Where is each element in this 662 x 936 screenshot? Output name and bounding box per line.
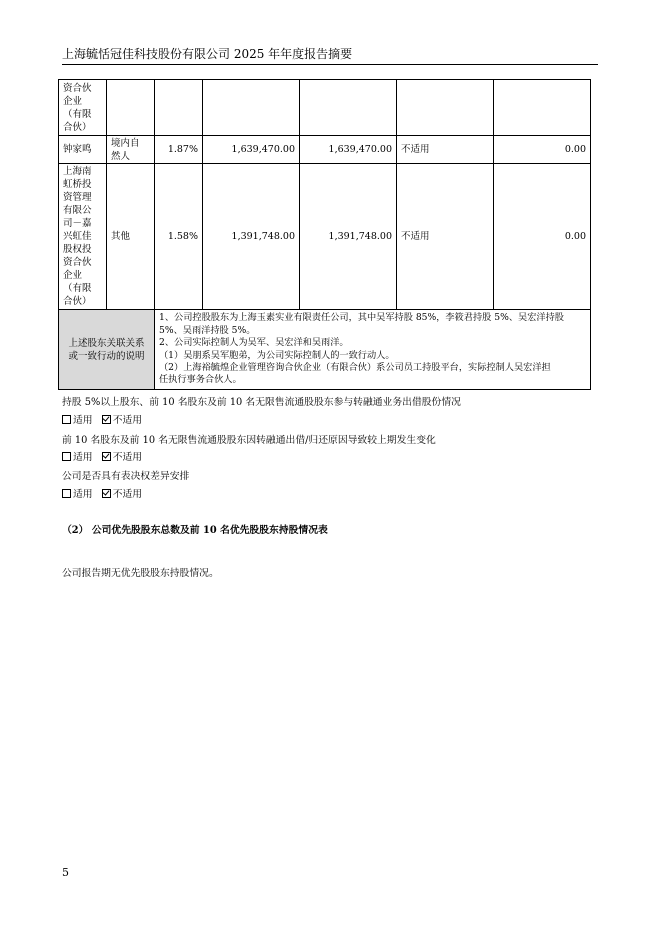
pledge-quantity-cell: 0.00 <box>494 136 591 164</box>
lending-change-checkbox-line <box>62 451 142 464</box>
relation-note-cell <box>155 310 591 390</box>
relation-label-line: 或一致行动的说明 <box>68 350 145 362</box>
unrestricted-shares-cell: 1,639,470.00 <box>300 136 397 164</box>
holder-name-line: （有限 <box>63 283 92 294</box>
holder-name-line: 资合伙 <box>63 82 92 94</box>
not-applicable-label: 不适用 <box>112 452 143 463</box>
page-number: 5 <box>62 866 69 879</box>
holder-name-cell <box>59 80 107 136</box>
applicable-checkbox[interactable] <box>62 489 71 498</box>
holding-ratio-cell: 1.87% <box>155 136 203 164</box>
page-header-title: 上海毓恬冠佳科技股份有限公司 2025 年年度报告摘要 <box>62 47 353 61</box>
holder-name-line: 司－嘉 <box>63 218 92 229</box>
holder-name-cell: 钟家鸣 <box>59 136 107 164</box>
holder-name-line: 资合伙 <box>63 257 92 268</box>
relation-note-line: 1、公司控股股东为上海玉素实业有限责任公司，其中吴军持股 85%，李筱君持股 5%、吴宏洋持股 <box>159 312 564 324</box>
table-row <box>59 310 591 390</box>
applicable-label: 适用 <box>73 415 93 426</box>
holder-name-cell <box>59 164 107 310</box>
holder-name-line: 企业 <box>63 270 83 281</box>
relation-note-line: （1）吴朋系吴军胞弟，为公司实际控制人的一致行动人。 <box>159 349 395 361</box>
holder-name-line: 资管理 <box>63 192 92 203</box>
holder-nature-cell <box>107 136 155 164</box>
not-applicable-checkbox[interactable] <box>102 452 111 461</box>
holder-name-line: （有限 <box>63 108 92 120</box>
pledge-quantity-cell: 0.00 <box>494 164 591 310</box>
holder-nature-line: 境内自 <box>111 137 140 149</box>
relation-note-line: 任执行事务合伙人。 <box>159 374 242 386</box>
pledge-status-cell: 不适用 <box>397 164 494 310</box>
header-rule <box>62 64 598 65</box>
holder-nature-cell <box>107 80 155 136</box>
holder-nature-line: 然人 <box>111 150 131 162</box>
relation-note-line: 2、公司实际控制人为吴军、吴宏洋和吴雨洋。 <box>159 337 349 349</box>
holder-name-line: 有限公 <box>63 205 92 216</box>
unrestricted-shares-cell <box>300 80 397 136</box>
holding-ratio-cell <box>155 80 203 136</box>
not-applicable-checkbox[interactable] <box>102 415 111 424</box>
voting-rights-checkbox-line <box>62 488 142 501</box>
unrestricted-shares-cell: 1,391,748.00 <box>300 164 397 310</box>
section-heading: （2） 公司优先股股东总数及前 10 名优先股股东持股情况表 <box>62 525 328 536</box>
relation-label-line: 上述股东关联关系 <box>68 337 145 349</box>
holder-name-line: 股权投 <box>63 244 92 255</box>
holder-name-line: 企业 <box>63 95 83 107</box>
table-row <box>59 136 591 164</box>
not-applicable-label: 不适用 <box>112 415 143 426</box>
pledge-status-cell: 不适用 <box>397 136 494 164</box>
section-text: 公司报告期无优先股股东持股情况。 <box>62 568 219 579</box>
holder-name-line: 上海南 <box>63 166 92 177</box>
shareholder-table <box>58 79 591 390</box>
lending-change-question: 前 10 名股东及前 10 名无限售流通股股东因转融通出借/归还原因导致较上期发生变化 <box>62 435 436 446</box>
table-row <box>59 164 591 310</box>
shares-held-cell <box>203 80 300 136</box>
holder-name-line: 合伙） <box>63 121 92 133</box>
voting-rights-question: 公司是否具有表决权差异安排 <box>62 471 190 482</box>
shares-held-cell: 1,391,748.00 <box>203 164 300 310</box>
not-applicable-checkbox[interactable] <box>102 489 111 498</box>
holder-name-line: 兴虹佳 <box>63 231 92 242</box>
holder-name-line: 虹桥投 <box>63 179 92 190</box>
applicable-checkbox[interactable] <box>62 415 71 424</box>
applicable-label: 适用 <box>73 452 93 463</box>
lending-question: 持股 5%以上股东、前 10 名股东及前 10 名无限售流通股股东参与转融通业务出借股份情况 <box>62 397 461 408</box>
shares-held-cell: 1,639,470.00 <box>203 136 300 164</box>
pledge-status-cell <box>397 80 494 136</box>
relation-note-line: 5%、吴雨洋持股 5%。 <box>159 324 256 336</box>
applicable-label: 适用 <box>73 489 93 500</box>
relation-label-cell <box>59 310 155 390</box>
holder-nature-cell: 其他 <box>107 164 155 310</box>
lending-checkbox-line <box>62 414 142 427</box>
applicable-checkbox[interactable] <box>62 452 71 461</box>
table-row <box>59 80 591 136</box>
holding-ratio-cell: 1.58% <box>155 164 203 310</box>
holder-name-line: 合伙） <box>63 296 92 307</box>
relation-note-line: （2）上海裕毓煌企业管理咨询合伙企业（有限合伙）系公司员工持股平台，实际控制人吴宏洋担 <box>159 361 551 373</box>
pledge-quantity-cell <box>494 80 591 136</box>
not-applicable-label: 不适用 <box>112 489 143 500</box>
